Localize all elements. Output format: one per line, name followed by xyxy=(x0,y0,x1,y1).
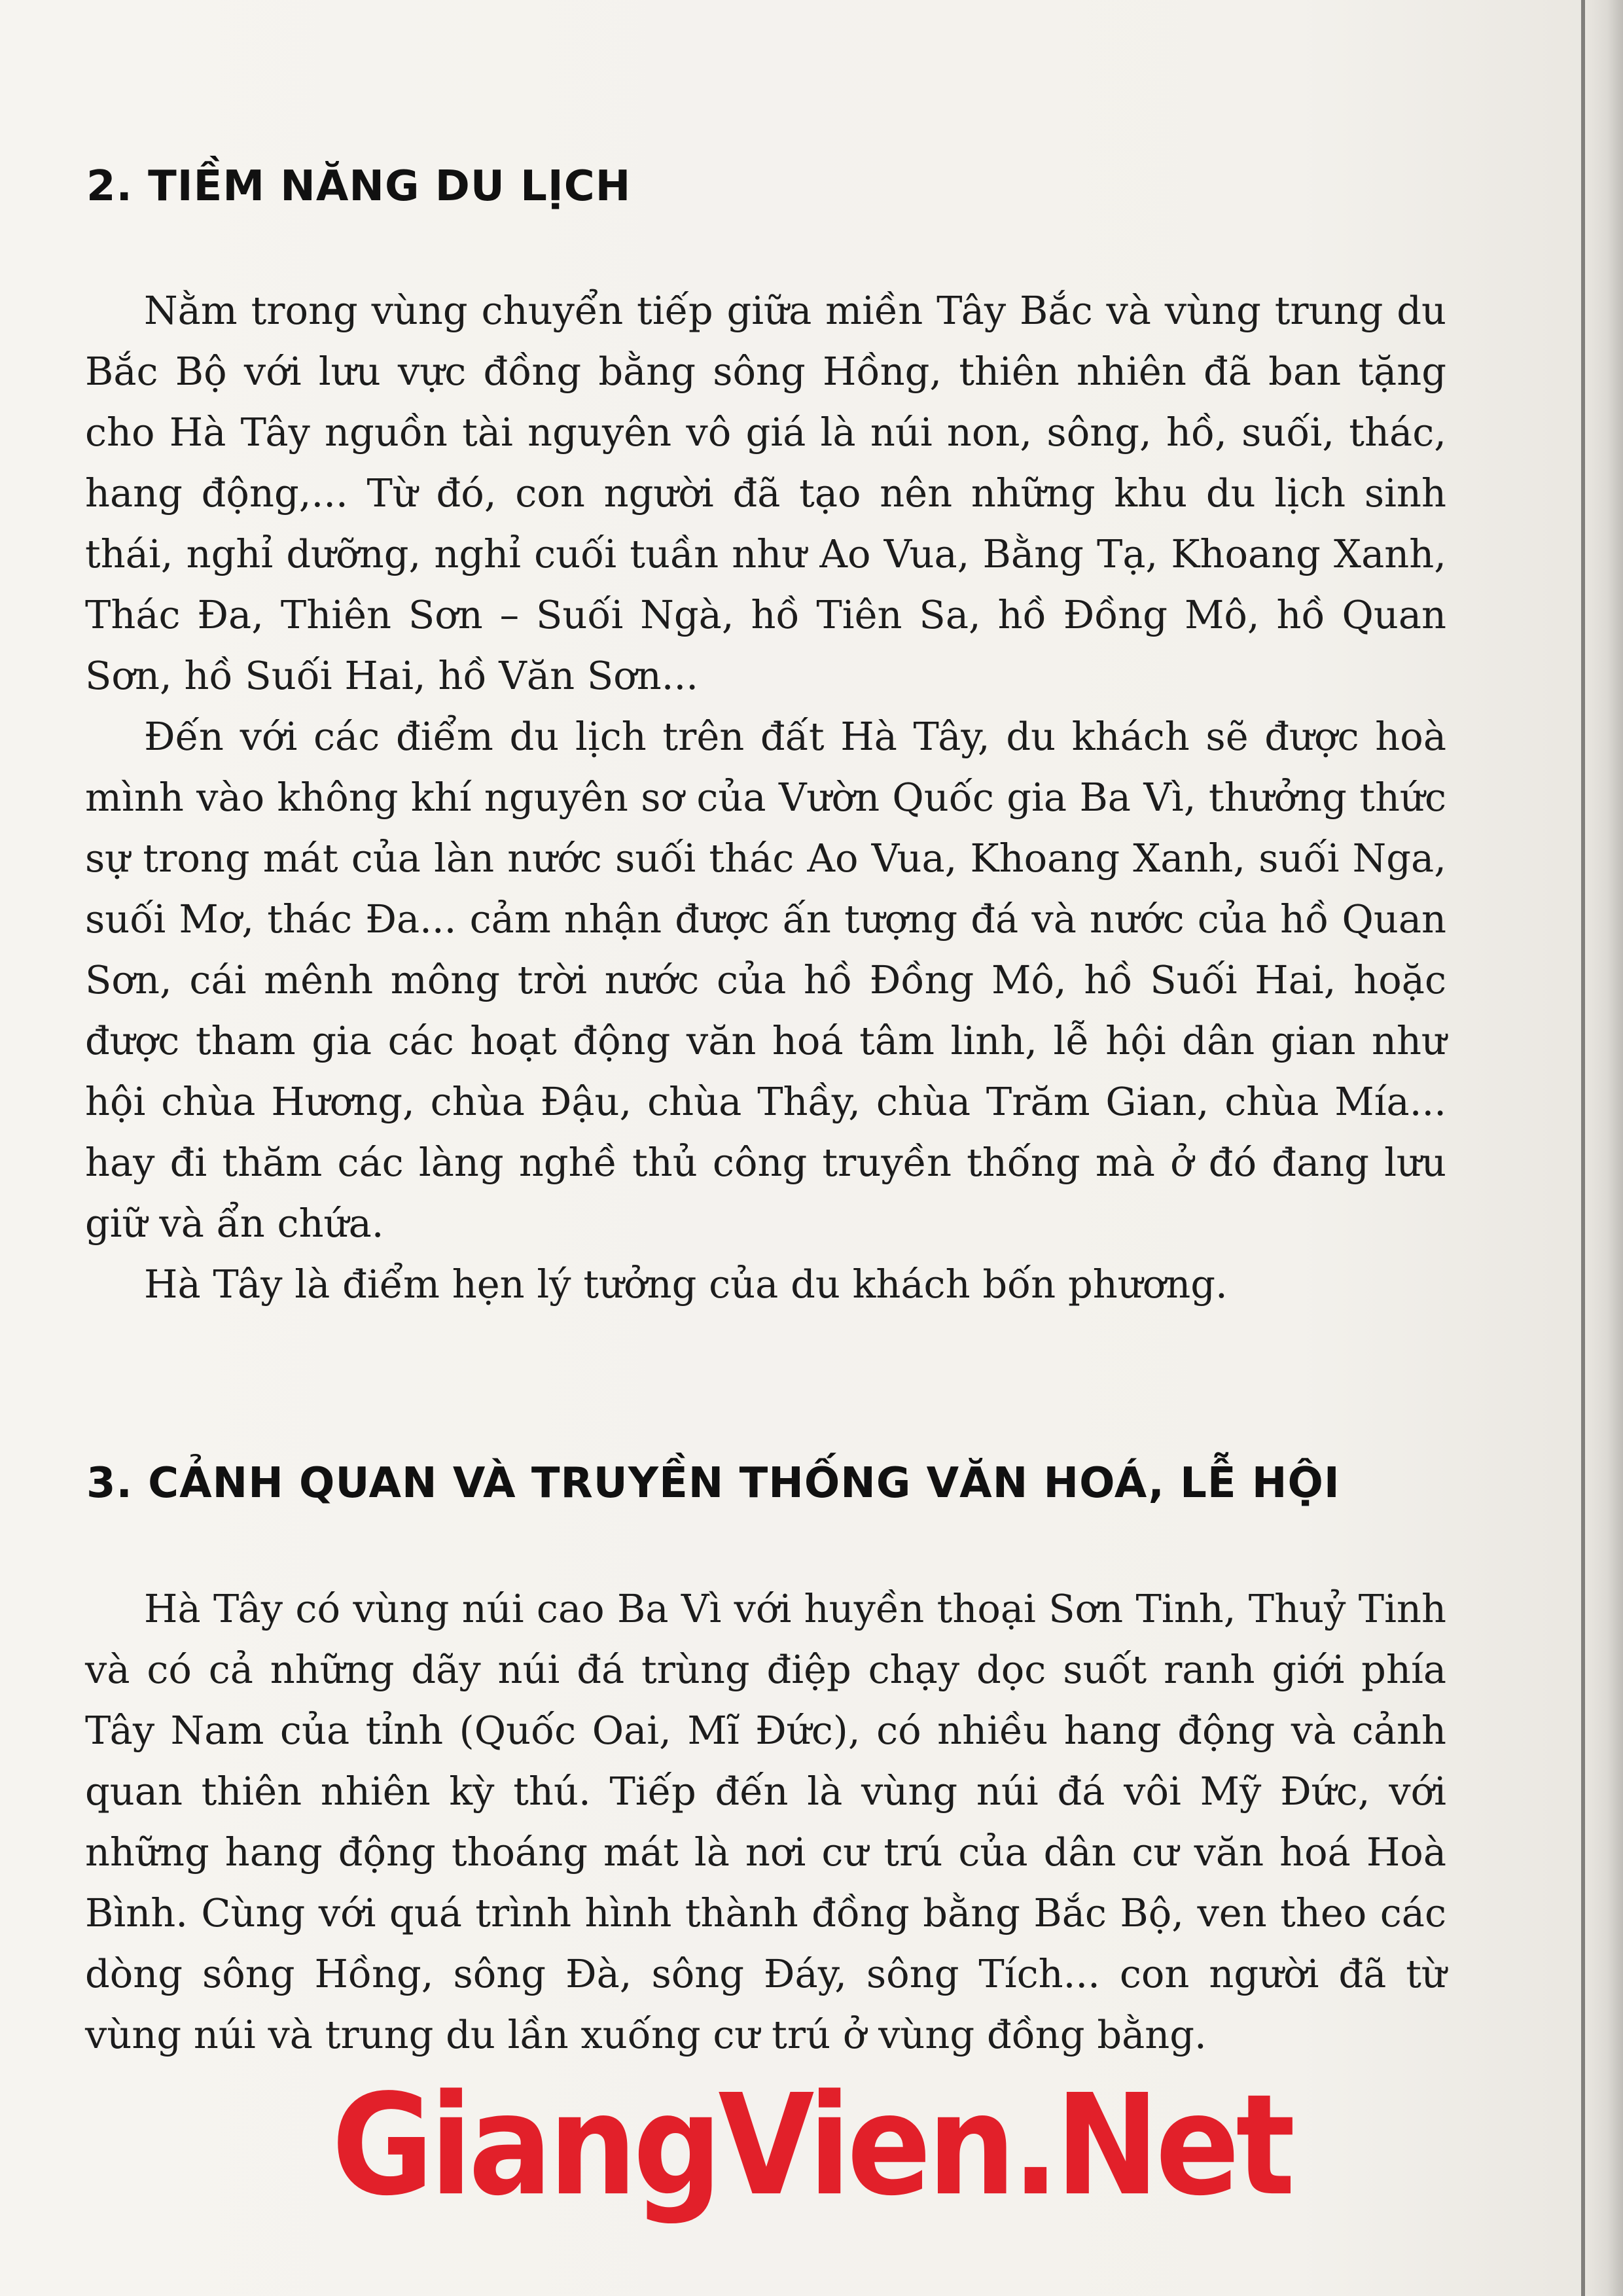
section-2-body xyxy=(85,280,1446,1315)
section-3-heading: 3. CẢNH QUAN VÀ TRUYỀN THỐNG VĂN HOÁ, LỄ HỘI xyxy=(86,1459,1340,1508)
section-2-paragraph: Nằm trong vùng chuyển tiếp giữa miền Tây Bắc và vùng trung du Bắc Bộ với lưu vực đồng bằng sông Hồng, thiên nhiên đã ban tặng cho Hà Tây nguồn tài nguyên vô giá là núi non, sông, hồ, suối, thác, hang động,... Từ đó, con người đã tạo nên những khu du lịch sinh thái, nghỉ dưỡng, nghỉ cuối tuần như Ao Vua, Bằng Tạ, Khoang Xanh, Thác Đa, Thiên Sơn – Suối Ngà, hồ Tiên Sa, hồ Đồng Mô, hồ Quan Sơn, hồ Suối Hai, hồ Văn Sơn... xyxy=(85,288,1446,698)
page-edge-line xyxy=(1581,0,1585,2296)
page-edge-shadow xyxy=(1584,0,1623,2296)
section-3-paragraph: Hà Tây có vùng núi cao Ba Vì với huyền thoại Sơn Tinh, Thuỷ Tinh và có cả những dãy núi đá trùng điệp chạy dọc suốt ranh giới phía Tây Nam của tỉnh (Quốc Oai, Mĩ Đức), có nhiều hang động và cảnh quan thiên nhiên kỳ thú. Tiếp đến là vùng núi đá vôi Mỹ Đức, với những hang động thoáng mát là nơi cư trú của dân cư văn hoá Hoà Bình. Cùng với quá trình hình thành đồng bằng Bắc Bộ, ven theo các dòng sông Hồng, sông Đà, sông Đáy, sông Tích... con người đã từ vùng núi và trung du lần xuống cư trú ở vùng đồng bằng. xyxy=(85,1586,1446,2057)
section-2-paragraph: Hà Tây là điểm hẹn lý tưởng của du khách bốn phương. xyxy=(144,1262,1228,1307)
watermark-logo: GiangVien.Net xyxy=(331,2064,1292,2227)
section-2-paragraph: Đến với các điểm du lịch trên đất Hà Tây, du khách sẽ được hoà mình vào không khí nguyên sơ của Vườn Quốc gia Ba Vì, thưởng thức sự trong mát của làn nước suối thác Ao Vua, Khoang Xanh, suối Nga, suối Mơ, thác Đa... cảm nhận được ấn tượng đá và nước của hồ Quan Sơn, cái mênh mông trời nước của hồ Đồng Mô, hồ Suối Hai, hoặc được tham gia các hoạt động văn hoá tâm linh, lễ hội dân gian như hội chùa Hương, chùa Đậu, chùa Thầy, chùa Trăm Gian, chùa Mía... hay đi thăm các làng nghề thủ công truyền thống mà ở đó đang lưu giữ và ẩn chứa. xyxy=(85,714,1446,1246)
section-3-body xyxy=(85,1578,1446,2065)
section-2-heading: 2. TIỀM NĂNG DU LỊCH xyxy=(86,162,632,211)
